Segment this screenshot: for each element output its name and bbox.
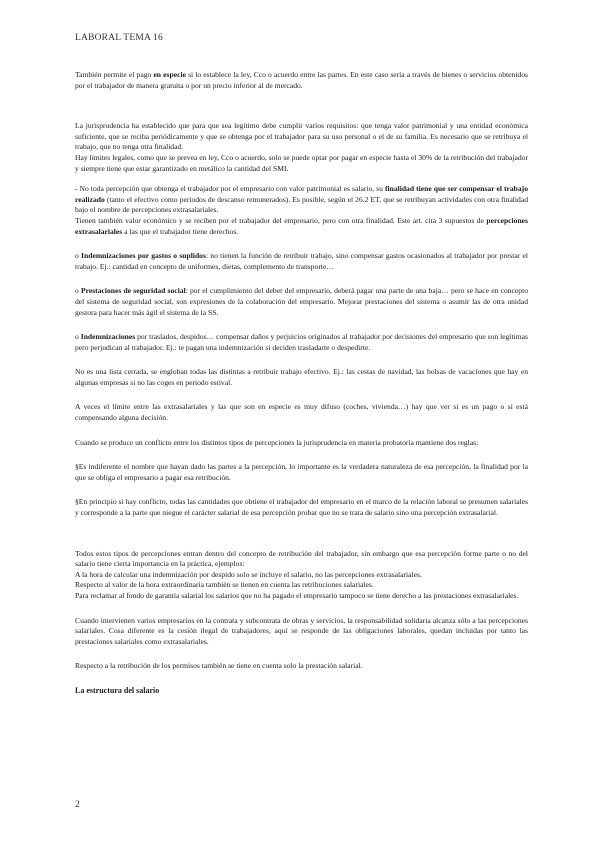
paragraph-legal-limits: Hay límites legales, como que se prevea en ley, Cco o acuerdo, solo se puede optar por pagar en especie hasta el 30% de la retribución del trabajador y siempre tiene que estar garantizado en metálico la cantidad del SMI.: [75, 152, 528, 173]
list-item-social-security: o Prestaciones de seguridad social: por el cumplimiento del deber del empresario, deberá pagar una parte de una baja… pero se hace en concepto del sistema de seguridad social, son expresiones de la colaboración del empresario. Mejorar prestaciones del sistema o asumir las de otra unidad gestora para hacer más ágil el sistema de la SS.: [75, 286, 528, 317]
list-item-expense-allowances: o Indemnizaciones por gastos o suplidos: no tienen la función de retribuir trabajo, sino compensar gastos ocasionados al trabajador por prestar el trabajo. Ej.: cantidad en concepto de uniformes, dietas, complemento de transporte…: [75, 251, 528, 271]
example-guarantee-fund: Para reclamar al fondo de garantía salarial los salarios que no ha pagado el empresario tampoco se tiene derecho a las prestaciones extrasalariales.: [75, 591, 519, 600]
paragraph-payment-in-kind: También permite el pago en especie si lo establece la ley, Cco o acuerdo entre las partes. En este caso sería a través de bienes o servicios obtenidos por el trabajador de manera gratuita o por un precio inferior al de mercado.: [75, 70, 528, 90]
paragraph-jurisprudence: La jurisprudencia ha establecido que para que sea legítimo debe cumplir varios requisitos: que tenga valor patrimonial y una entidad económica suficiente, que se reciba periódicamente y que se obtenga por el trabajador para su uso personal o el de su familia. Es necesario que se retribuya el trabajo, que no tenga otra finalidad.: [75, 121, 528, 152]
example-dismissal-compensation: A la hora de calcular una indemnización por despido solo se incluye el salario, no las percepciones extrasalariales.: [75, 569, 422, 579]
paragraph-extrasalary-intro: Tienen también valor económico y se reciben por el trabajador del empresario, pero con otra finalidad. Este art. cita 3 supuestos de percepciones extrasalariales a las que el trabajador tiene derechos.: [75, 215, 528, 236]
list-item-compensations: o Indemnizaciones por traslados, despidos… compensar daños y perjuicios originados al trabajador por decisiones del empresario que son legítimas pero perjudican al trabajador. Ej.: te pagan una indemnización si deciden trasladarte o despedirte.: [75, 332, 528, 352]
paragraph-diffuse-limit: A veces el límite entre las extrasalariales y las que son en especie es muy difuso (coches, vivienda…) hay que ver si es un pago o si está compensando alguna decisión.: [75, 402, 528, 423]
paragraph-open-list: No es una lista cerrada, se engloban todas las distintas a retribuir trabajo efectivo. Ej.: las cestas de navidad, las bolsas de vacaciones que hay en algunas empresas si no las coges en periodo estival.: [75, 367, 528, 387]
rule-salary-presumption: §En principio si hay conflicto, todas las cantidades que obtiene el trabajador del empresario en el marco de la relación laboral se presumen salariales y corresponde a la parte que niegue el carácter salarial de esa percepción probar que no se trata de salario sino una percepción extrasalarial.: [75, 497, 528, 518]
paragraph-importance-examples: Todos estos tipos de percepciones entran dentro del concepto de retribución del trabajador, sin embargo que esa percepción forme parte o no del salario tiene cierta importancia en la práctica, ejemplos:: [75, 548, 528, 569]
example-overtime: Respecto al valor de la hora extraordinaria también se tienen en cuenta las retribuciones salariales.: [75, 580, 374, 590]
paragraph-leave-retribution: Respecto a la retribución de los permisos también se tiene en cuenta solo la prestación salarial.: [75, 661, 363, 671]
paragraph-subcontracting: Cuando intervienen varios empresarios en la contrata y subcontrata de obras y servicios, la responsabilidad solidaria alcanza sólo a las percepciones salariales. Cosa diferente es la cesión ilegal de trabajadores, aquí se responde de las obligaciones laborales, quedan incluidas por tanto las prestaciones salariales como extrasalariales.: [75, 615, 528, 646]
paragraph-salary-purpose: - No toda percepción que obtenga el trabajador por el empresario con valor patrimonial es salario, su finalidad tiene que ser compensar el trabajo realizado (tanto el efectivo como periodos de descanso remunerados). Es posible, según el 26.2 ET, que se retribuyan actividades con otra finalidad bajo el nombre de percepciones extrasalariales.: [75, 184, 528, 215]
document-header: LABORAL TEMA 16: [75, 33, 163, 43]
page-number: 2: [75, 800, 80, 810]
rule-nature-over-name: §Es indiferente el nombre que hayan dado las partes a la percepción, lo importante es la verdadera naturaleza de esa percepción, la finalidad por la que se obliga el empresario a pagar esa retribución.: [75, 462, 528, 482]
document-body: [75, 70, 528, 697]
paragraph-conflict-rules: Cuando se produce un conflicto entre los distintos tipos de percepciones la jurisprudencia en materia probatoria mantiene dos reglas:: [75, 437, 479, 447]
section-heading: La estructura del salario: [75, 685, 160, 695]
